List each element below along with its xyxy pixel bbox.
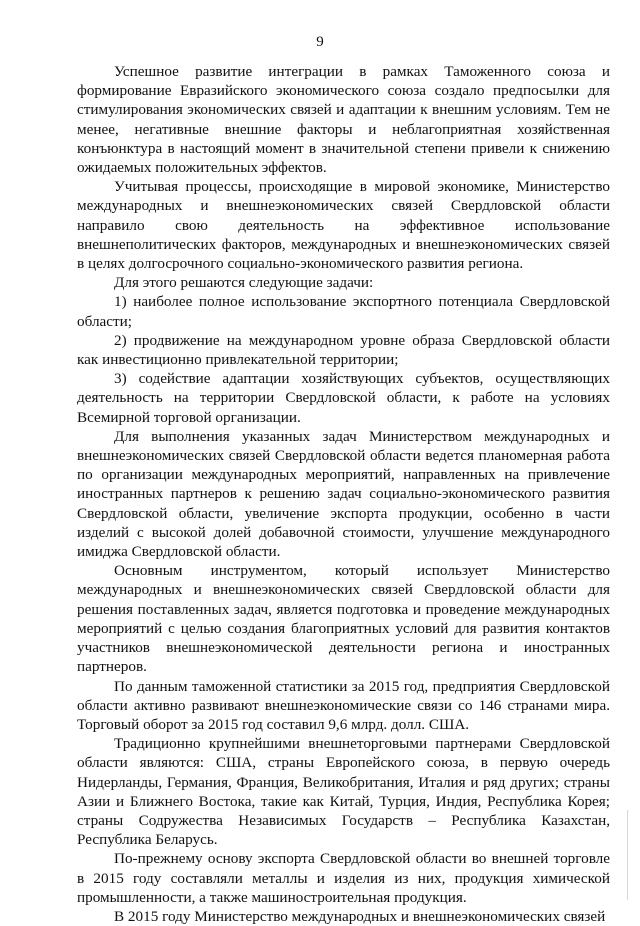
scan-margin-line xyxy=(627,810,628,900)
paragraph-export-basis: По-прежнему основу экспорта Свердловской области во внешней торговле в 2015 году составляли металлы и изделия из них, продукция химической промышленности, а также машиностроительная продукция. xyxy=(77,850,610,906)
paragraph-2015-ministry: В 2015 году Министерство международных и внешнеэкономических связей xyxy=(114,907,606,925)
list-item-task-2: 2) продвижение на международном уровне образа Свердловской области как инвестиционно привлекательной территории; xyxy=(77,331,610,369)
page-number: 9 xyxy=(316,34,324,50)
paragraph-tasks-intro: Для этого решаются следующие задачи: xyxy=(114,274,374,292)
paragraph-ministry-activity: Учитывая процессы, происходящие в мировой экономике, Министерство международных и внешнеэкономических связей Свердловской области направило свою деятельность на эффективное использование внешнеполитических факторов, международных и внешнеэкономических связей в целях долгосрочного социально-экономического развития региона. xyxy=(77,178,610,273)
list-item-task-3: 3) содействие адаптации хозяйствующих субъектов, осуществляющих деятельность на территории Свердловской области, к работе на условиях Всемирной торговой организации. xyxy=(77,370,610,426)
paragraph-trade-partners: Традиционно крупнейшими внешнеторговыми партнерами Свердловской области являются: США, страны Европейского союза, в первую очередь Нидерланды, Германия, Франция, Великобритания, Италия и ряд других; страны Азии и Ближнего Востока, такие как Китай, Турция, Индия, Республика Корея; страны Содружества Независимых Государств – Республика Казахстан, Республика Беларусь. xyxy=(77,735,610,849)
paragraph-planned-work: Для выполнения указанных задач Министерством международных и внешнеэкономических связей Свердловской области ведется планомерная работа по организации международных мероприятий, направленных на привлечение иностранных партнеров к решению задач социально-экономического развития Свердловской области, увеличение экспорта продукции, особенно в части изделий с высокой долей добавочной стоимости, улучшение международного имиджа Свердловской области. xyxy=(77,427,610,561)
paragraph-customs-statistics: По данным таможенной статистики за 2015 год, предприятия Свердловской области активно развивают внешнеэкономические связи со 146 странами мира. Торговый оборот за 2015 год составил 9,6 млрд. долл. США. xyxy=(77,677,610,733)
paragraph-main-instrument: Основным инструментом, который использует Министерство международных и внешнеэкономических связей Свердловской области для решения поставленных задач, является подготовка и проведение международных мероприятий с целью создания благоприятных условий для развития контактов участников внешнеэкономической деятельности региона и иностранных партнеров. xyxy=(77,562,610,676)
list-item-task-1: 1) наиболее полное использование экспортного потенциала Свердловской области; xyxy=(77,293,610,330)
body-text xyxy=(77,62,610,926)
paragraph-integration: Успешное развитие интеграции в рамках Таможенного союза и формирование Евразийского экономического союза создало предпосылки для стимулирования экономических связей и адаптации к внешним условиям. Тем не менее, негативные внешние факторы и неблагоприятная хозяйственная конъюнктура в настоящий момент в значительной степени привели к снижению ожидаемых положительных эффектов. xyxy=(77,63,610,177)
